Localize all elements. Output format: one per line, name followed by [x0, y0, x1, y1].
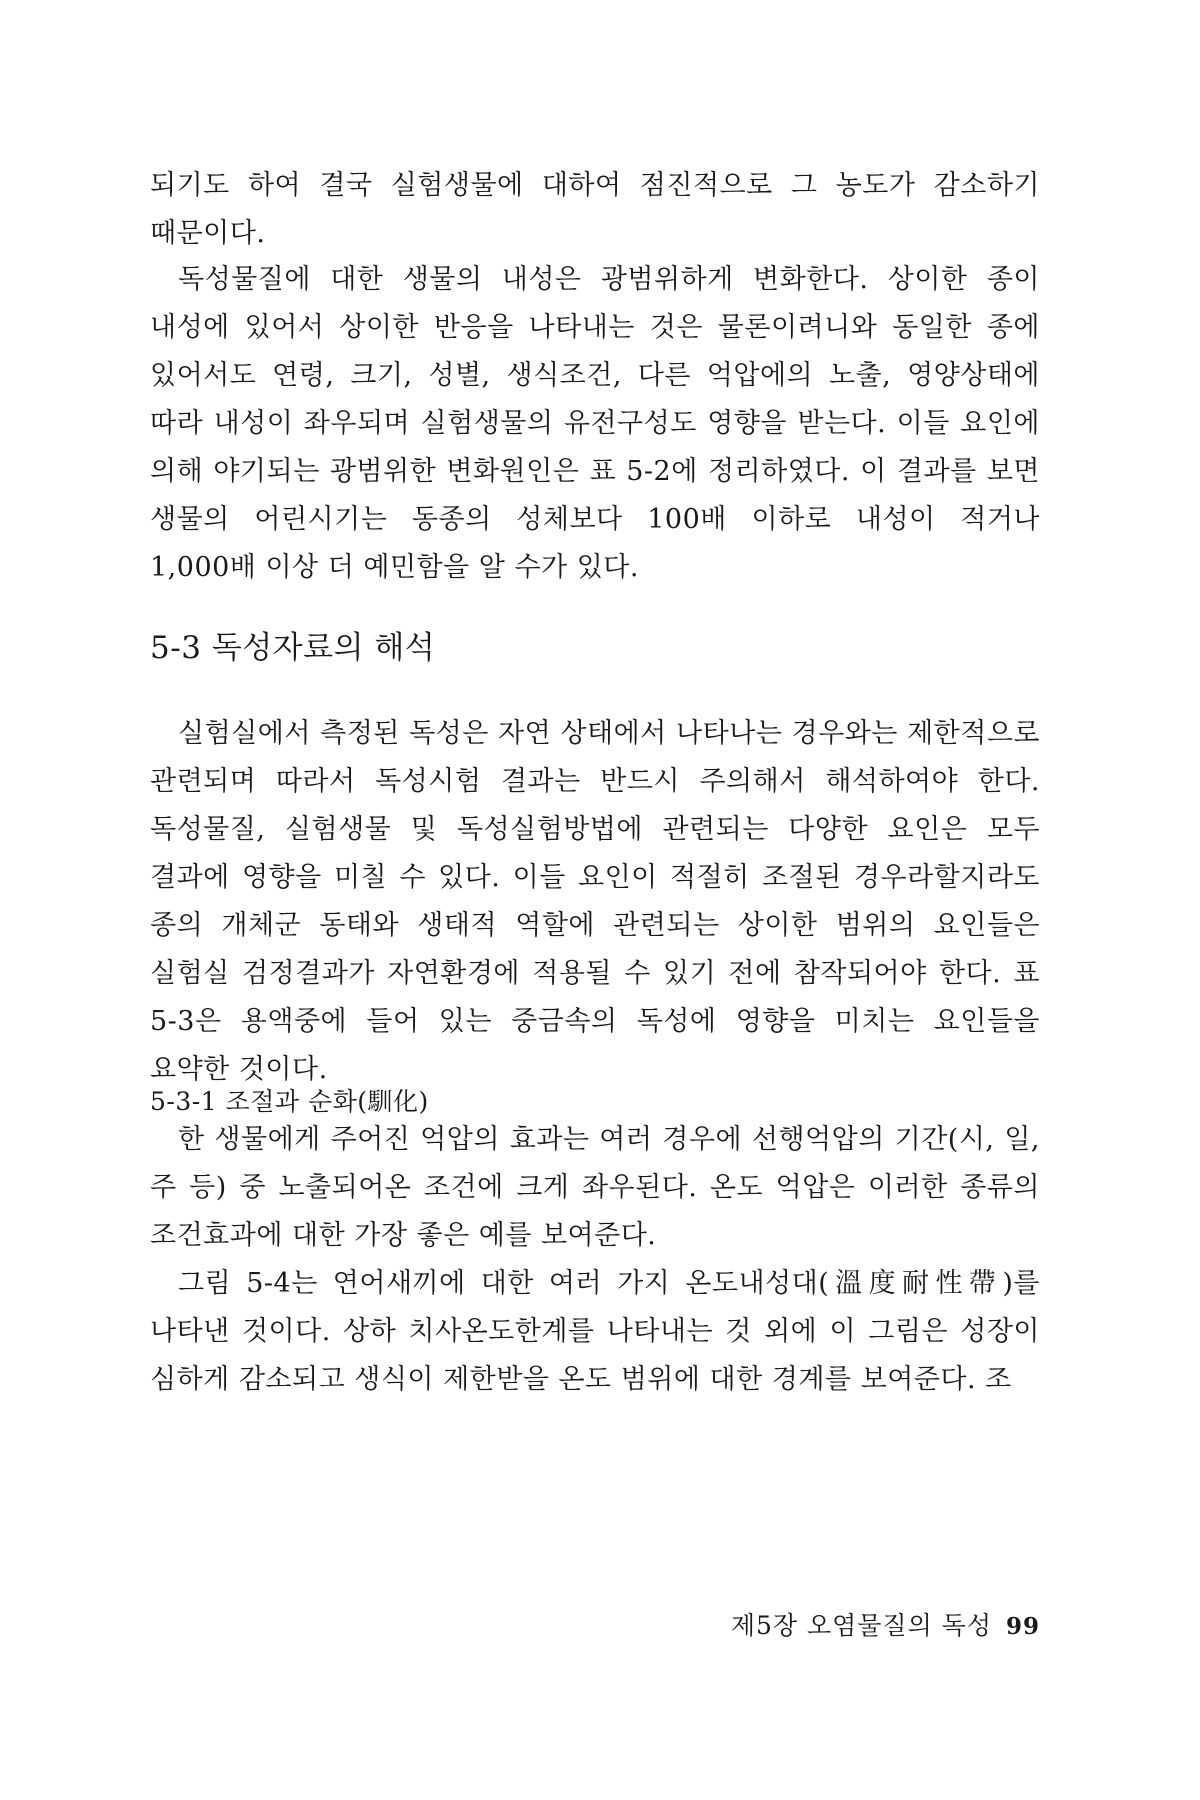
page-footer	[731, 1606, 1040, 1642]
paragraph-continuation: 되기도 하여 결국 실험생물에 대하여 점진적으로 그 농도가 감소하기 때문이다.	[150, 170, 1040, 249]
section-heading: 5-3 독성자료의 해석	[150, 630, 436, 666]
chapter-title: 제5장 오염물질의 독성	[730, 1611, 992, 1640]
subsection-heading: 5-3-1 조절과 순화(馴化)	[150, 1087, 429, 1116]
paragraph-figure-reference: 그림 5-4는 연어새끼에 대한 여러 가지 온도내성대(溫度耐性帶)를 나타낸 것이다. 상하 치사온도한계를 나타내는 것 외에 이 그림은 성장이 심하게 감소되고 생식이 제한받을 온도 범위에 대한 경계를 보여준다. 조	[150, 1268, 1040, 1395]
page-number: 99	[1005, 1613, 1040, 1640]
book-page	[150, 0, 1040, 1800]
paragraph-conditioning: 한 생물에게 주어진 억압의 효과는 여러 경우에 선행억압의 기간(시, 일, 주 등) 중 노출되어온 조건에 크게 좌우된다. 온도 억압은 이러한 종류의 조건효과에 대한 가장 좋은 예를 보여준다.	[150, 1124, 1040, 1251]
paragraph-tolerance: 독성물질에 대한 생물의 내성은 광범위하게 변화한다. 상이한 종이 내성에 있어서 상이한 반응을 나타내는 것은 물론이려니와 동일한 종에 있어서도 연령, 크기, 성별, 생식조건, 다른 억압에의 노출, 영양상태에 따라 내성이 좌우되며 실험생물의 유전구성도 영향을 받는다. 이들 요인에 의해 야기되는 광범위한 변화원인은 표 5-2에 정리하였다. 이 결과를 보면 생물의 어린시기는 동종의 성체보다 100배 이하로 내성이 적거나 1,000배 이상 더 예민함을 알 수가 있다.	[150, 264, 1040, 583]
paragraph-interpretation: 실험실에서 측정된 독성은 자연 상태에서 나타나는 경우와는 제한적으로 관련되며 따라서 독성시험 결과는 반드시 주의해서 해석하여야 한다. 독성물질, 실험생물 및 독성실험방법에 관련되는 다양한 요인은 모두 결과에 영향을 미칠 수 있다. 이들 요인이 적절히 조절된 경우라할지라도 종의 개체군 동태와 생태적 역할에 관련되는 상이한 범위의 요인들은 실험실 검정결과가 자연환경에 적용될 수 있기 전에 참작되어야 한다. 표 5-3은 용액중에 들어 있는 중금속의 독성에 영향을 미치는 요인들을 요약한 것이다.	[150, 718, 1040, 1085]
